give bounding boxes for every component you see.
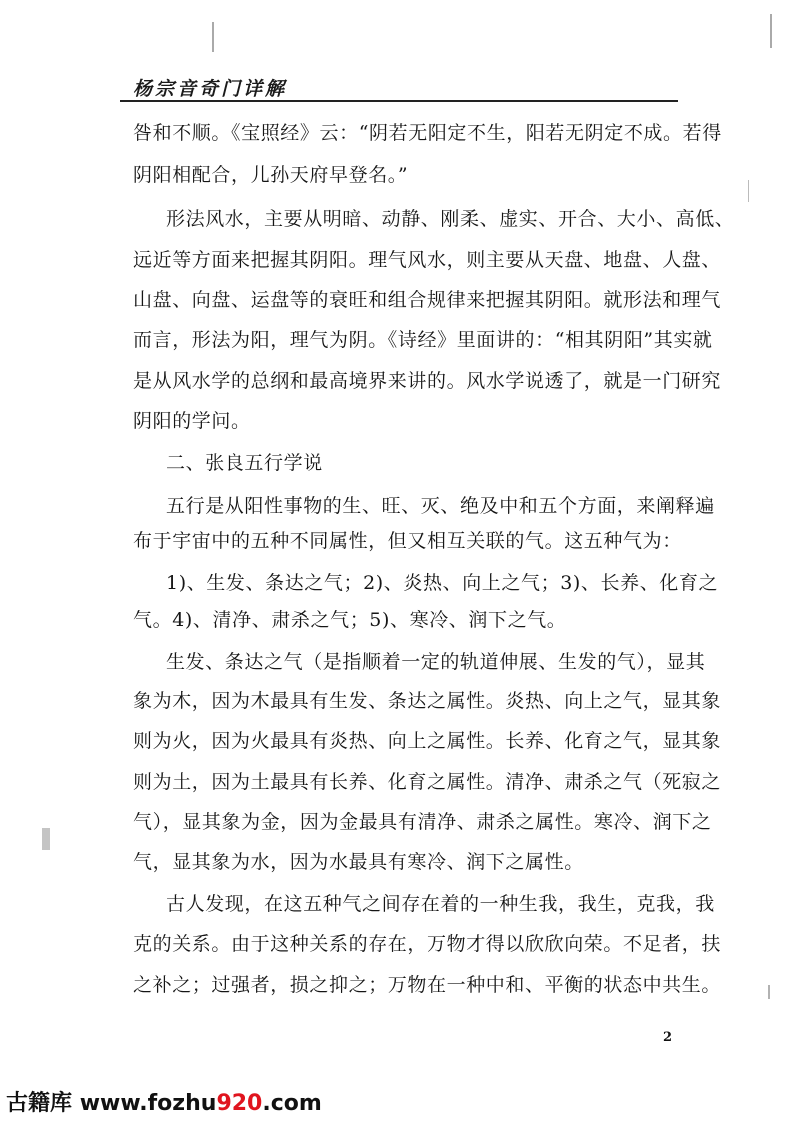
body-line: 气。4)、清净、肃杀之气；5)、寒冷、润下之气。 (133, 609, 567, 631)
site-url-prefix: www.fozhu (79, 1091, 217, 1116)
scan-speck (768, 985, 770, 999)
body-line: 古人发现，在这五种气之间存在着的一种生我，我生，克我，我 (166, 893, 715, 915)
body-line: 咎和不顺。《宝照经》云：“阴若无阳定不生，阳若无阴定不成。若得 (133, 122, 722, 144)
body-line: 山盘、向盘、运盘等的衰旺和组合规律来把握其阴阳。就形法和理气 (133, 289, 722, 311)
body-line: 生发、条达之气（是指顺着一定的轨道伸展、生发的气），显其 (166, 651, 706, 673)
page-number: 2 (663, 1030, 673, 1045)
body-line: 而言，形法为阳，理气为阴。《诗经》里面讲的：“相其阴阳”其实就 (133, 329, 713, 351)
site-url-suffix: .com (262, 1091, 322, 1116)
body-line: 阴阳相配合，儿孙天府早登名。” (133, 164, 409, 186)
scan-speck (42, 828, 50, 850)
body-line: 布于宇宙中的五种不同属性，但又相互关联的气。这五种气为： (133, 530, 682, 552)
watermark-footer (6, 1086, 322, 1117)
site-url-digits: 920 (216, 1091, 263, 1116)
body-line: 则为火，因为火最具有炎热、向上之属性。长养、化育之气，显其象 (133, 730, 722, 752)
site-name: 古籍库 (6, 1091, 73, 1116)
header-rule (120, 100, 678, 102)
body-line: 克的关系。由于这种关系的存在，万物才得以欣欣向荣。不足者，扶 (133, 933, 722, 955)
scan-speck (770, 14, 772, 48)
scan-speck (212, 22, 214, 52)
body-line: 之补之；过强者，损之抑之；万物在一种中和、平衡的状态中共生。 (133, 974, 722, 996)
body-line: 阴阳的学问。 (133, 410, 251, 432)
section-heading: 二、张良五行学说 (166, 452, 323, 474)
scan-speck (748, 180, 749, 202)
body-line: 气），显其象为金，因为金最具有清净、肃杀之属性。寒冷、润下之 (133, 811, 712, 833)
body-line: 形法风水，主要从明暗、动静、刚柔、虚实、开合、大小、高低、 (166, 208, 735, 230)
body-line: 1)、生发、条达之气；2)、炎热、向上之气；3)、长养、化育之 (166, 572, 719, 594)
body-line: 则为土，因为土最具有长养、化育之属性。清净、肃杀之气（死寂之 (133, 771, 722, 793)
body-line: 远近等方面来把握其阴阳。理气风水，则主要从天盘、地盘、人盘、 (133, 249, 722, 271)
body-line: 五行是从阳性事物的生、旺、灭、绝及中和五个方面，来阐释遍 (166, 495, 715, 517)
body-line: 象为木，因为木最具有生发、条达之属性。炎热、向上之气，显其象 (133, 690, 722, 712)
body-line: 是从风水学的总纲和最高境界来讲的。风水学说透了，就是一门研究 (133, 370, 722, 392)
running-header: 杨宗音奇门详解 (133, 78, 288, 100)
body-line: 气，显其象为水，因为水最具有寒冷、润下之属性。 (133, 851, 584, 873)
